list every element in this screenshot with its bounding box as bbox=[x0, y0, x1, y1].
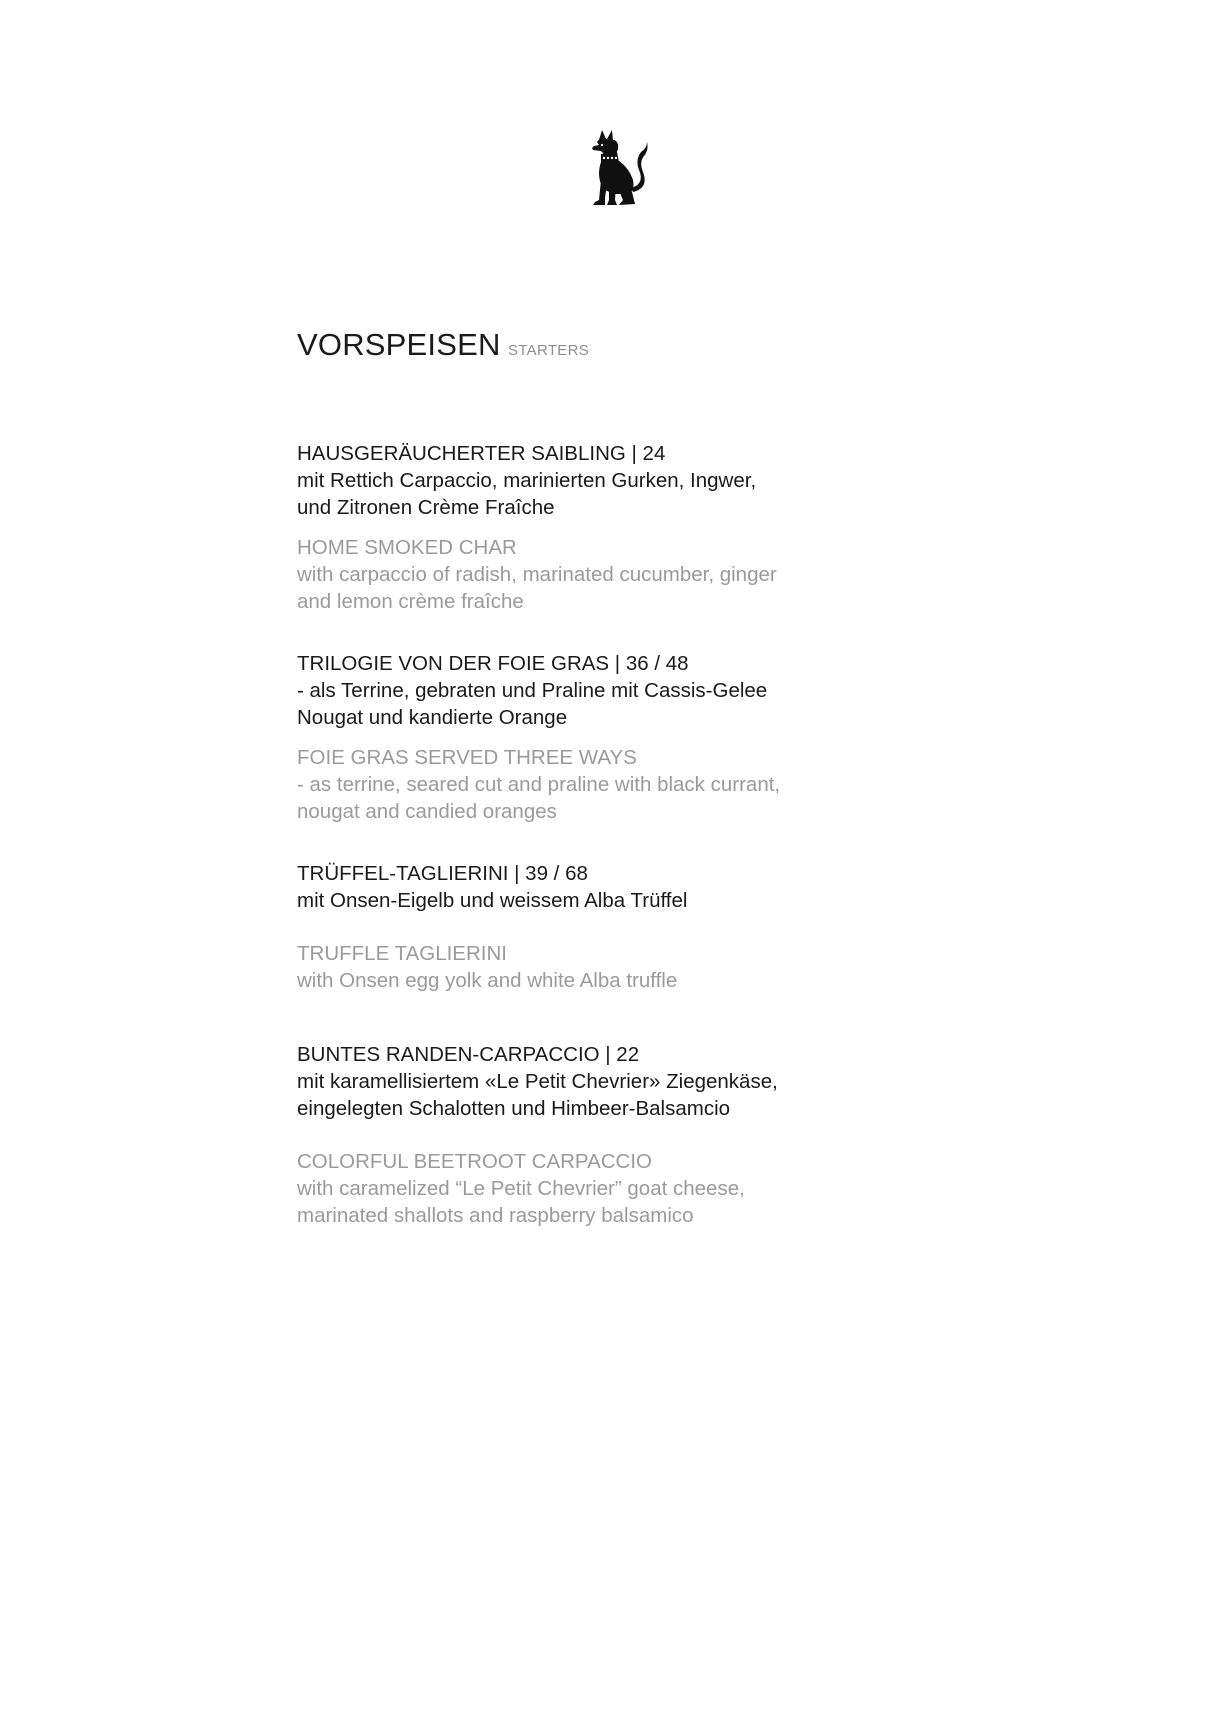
dish-title-de: TRILOGIE VON DER FOIE GRAS | 36 / 48 bbox=[297, 652, 689, 675]
section-title: VORSPEISEN bbox=[297, 327, 501, 362]
dish-description-de: mit karamellisiertem «Le Petit Chevrier» Ziegenkäse, bbox=[297, 1070, 778, 1093]
section-heading bbox=[297, 327, 589, 363]
seated-dog-crest-icon bbox=[589, 128, 651, 208]
dish-description-en: and lemon crème fraîche bbox=[297, 590, 524, 613]
menu-item bbox=[297, 650, 857, 825]
dish-description-de: eingelegten Schalotten und Himbeer-Balsamcio bbox=[297, 1097, 731, 1120]
dish-title-en: HOME SMOKED CHAR bbox=[297, 536, 517, 559]
dish-description-en: with Onsen egg yolk and white Alba truffle bbox=[297, 969, 678, 992]
dish-title-en: FOIE GRAS SERVED THREE WAYS bbox=[297, 746, 637, 769]
menu-item bbox=[297, 440, 857, 615]
dish-title-de: HAUSGERÄUCHERTER SAIBLING | 24 bbox=[297, 442, 666, 465]
dish-title-en: COLORFUL BEETROOT CARPACCIO bbox=[297, 1150, 653, 1173]
dish-description-de: und Zitronen Crème Fraîche bbox=[297, 496, 555, 519]
dish-description-en: with caramelized “Le Petit Chevrier” goat cheese, bbox=[297, 1177, 745, 1200]
dish-description-en: - as terrine, seared cut and praline with black currant, bbox=[297, 773, 781, 796]
dish-title-en: TRUFFLE TAGLIERINI bbox=[297, 942, 507, 965]
dish-description-en: marinated shallots and raspberry balsamico bbox=[297, 1204, 694, 1227]
dish-title-de: BUNTES RANDEN-CARPACCIO | 22 bbox=[297, 1043, 640, 1066]
menu-item bbox=[297, 860, 857, 994]
section-subtitle: STARTERS bbox=[508, 342, 590, 359]
dish-description-de: mit Onsen-Eigelb und weissem Alba Trüffel bbox=[297, 889, 688, 912]
menu-item bbox=[297, 1041, 857, 1229]
dish-description-de: Nougat und kandierte Orange bbox=[297, 706, 568, 729]
dish-description-de: mit Rettich Carpaccio, marinierten Gurken, Ingwer, bbox=[297, 469, 757, 492]
dish-description-en: with carpaccio of radish, marinated cucumber, ginger bbox=[297, 563, 777, 586]
dish-title-de: TRÜFFEL-TAGLIERINI | 39 / 68 bbox=[297, 862, 588, 885]
dish-description-en: nougat and candied oranges bbox=[297, 800, 557, 823]
dish-description-de: - als Terrine, gebraten und Praline mit Cassis-Gelee bbox=[297, 679, 768, 702]
